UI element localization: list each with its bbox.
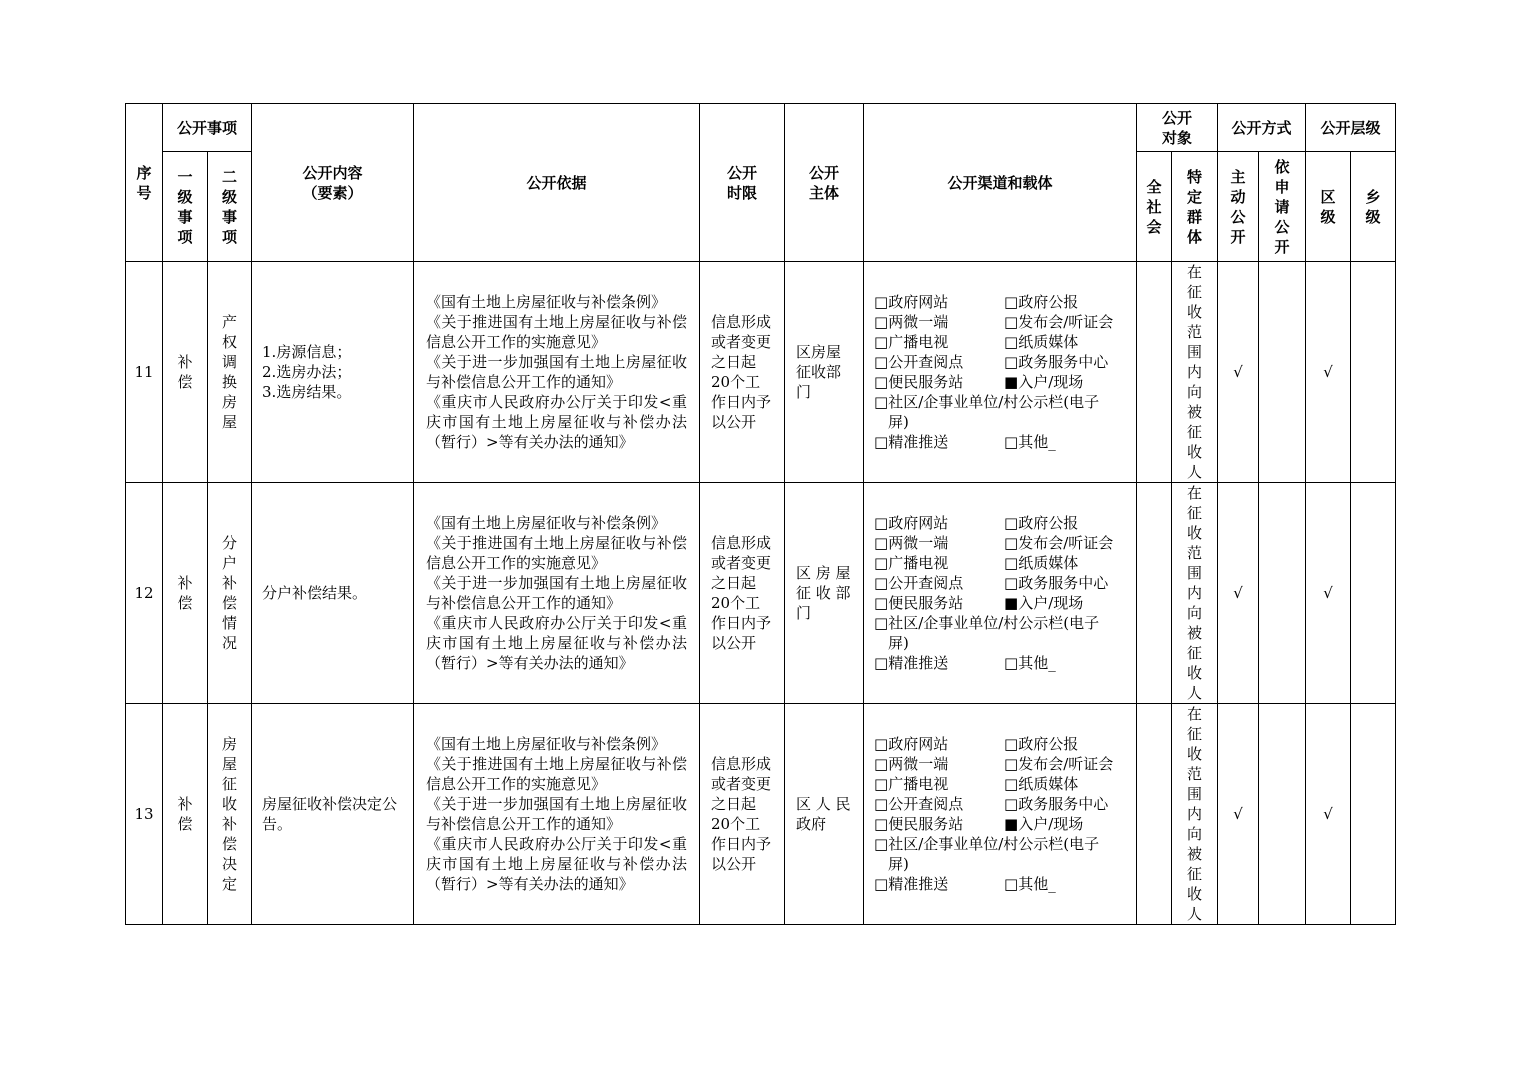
row-level-township xyxy=(1351,704,1396,925)
channel-press-hearing: □发布会/听证会 xyxy=(1004,534,1114,552)
channel-gov-gazette: □政府公报 xyxy=(1004,514,1079,532)
row-level2: 分户补偿情况 xyxy=(208,483,252,704)
header-matters: 公开事项 xyxy=(163,104,252,152)
channel-service-station: □便民服务站 xyxy=(874,594,964,612)
row-basis xyxy=(414,704,700,925)
header-channels: 公开渠道和载体 xyxy=(864,104,1137,262)
row-target-specific: 在征收范围内向被征收人 xyxy=(1172,262,1218,483)
channel-print-media: □纸质媒体 xyxy=(1004,554,1079,572)
channel-broadcast-tv: □广播电视 xyxy=(874,775,949,793)
basis-line-4: 《重庆市人民政府办公厅关于印发<重庆市国有土地上房屋征收与补偿办法（暂行）>等有关办法的通知》 xyxy=(426,614,688,672)
header-level2: 二级事项 xyxy=(208,152,252,262)
row-method-active: √ xyxy=(1218,704,1259,925)
row-seq: 13 xyxy=(126,704,163,925)
header-method-request: 依申请公开 xyxy=(1259,152,1306,262)
channel-other: □其他_ xyxy=(1004,875,1056,893)
channel-print-media: □纸质媒体 xyxy=(1004,333,1079,351)
row-method-active: √ xyxy=(1218,483,1259,704)
header-method-active: 主动公开 xyxy=(1218,152,1259,262)
channel-weibo-wechat-app: □两微一端 xyxy=(874,313,949,331)
basis-line-2: 《关于推进国有土地上房屋征收与补偿信息公开工作的实施意见》 xyxy=(426,755,688,793)
channel-gov-website: □政府网站 xyxy=(874,293,949,311)
content-line-3: 3.选房结果。 xyxy=(262,383,352,401)
basis-line-3: 《关于进一步加强国有土地上房屋征收与补偿信息公开工作的通知》 xyxy=(426,795,688,833)
basis-line-4: 《重庆市人民政府办公厅关于印发<重庆市国有土地上房屋征收与补偿办法（暂行）>等有关办法的通知》 xyxy=(426,393,688,451)
row-content xyxy=(252,262,414,483)
row-level1: 补偿 xyxy=(163,704,208,925)
basis-line-2: 《关于推进国有土地上房屋征收与补偿信息公开工作的实施意见》 xyxy=(426,313,688,351)
row-subject: 区房屋征收部门 xyxy=(785,262,864,483)
channel-door-to-door: ■入户/现场 xyxy=(1004,373,1084,391)
row-content xyxy=(252,704,414,925)
channel-weibo-wechat-app: □两微一端 xyxy=(874,755,949,773)
row-target-all xyxy=(1137,704,1172,925)
row-method-request xyxy=(1259,704,1306,925)
row-method-request xyxy=(1259,483,1306,704)
channel-gov-gazette: □政府公报 xyxy=(1004,735,1079,753)
channel-gov-gazette: □政府公报 xyxy=(1004,293,1079,311)
header-level-township: 乡级 xyxy=(1351,152,1396,262)
header-target-specific: 特定群体 xyxy=(1172,152,1218,262)
channel-precise-push: □精准推送 xyxy=(874,433,949,451)
channel-press-hearing: □发布会/听证会 xyxy=(1004,313,1114,331)
channel-bulletin-board-cont: 屏) xyxy=(888,413,909,431)
row-deadline: 信息形成或者变更之日起20个工作日内予以公开 xyxy=(700,262,785,483)
header-deadline: 公开 时限 xyxy=(700,104,785,262)
channel-broadcast-tv: □广播电视 xyxy=(874,333,949,351)
channel-print-media: □纸质媒体 xyxy=(1004,775,1079,793)
header-target-all: 全社会 xyxy=(1137,152,1172,262)
content-line-2: 2.选房办法； xyxy=(262,363,352,381)
header-level: 公开层级 xyxy=(1306,104,1396,152)
channel-press-hearing: □发布会/听证会 xyxy=(1004,755,1114,773)
row-deadline: 信息形成或者变更之日起20个工作日内予以公开 xyxy=(700,483,785,704)
channel-bulletin-board-cont: 屏) xyxy=(888,634,909,652)
channel-bulletin-board: □社区/企事业单位/村公示栏(电子 xyxy=(874,835,1100,853)
channel-gov-service-center: □政务服务中心 xyxy=(1004,353,1109,371)
channel-broadcast-tv: □广播电视 xyxy=(874,554,949,572)
channel-gov-website: □政府网站 xyxy=(874,514,949,532)
channel-precise-push: □精准推送 xyxy=(874,654,949,672)
row-level-district: √ xyxy=(1306,262,1351,483)
basis-line-1: 《国有土地上房屋征收与补偿条例》 xyxy=(426,514,667,532)
row-target-specific: 在征收范围内向被征收人 xyxy=(1172,483,1218,704)
header-target: 公开 对象 xyxy=(1137,104,1218,152)
channel-door-to-door: ■入户/现场 xyxy=(1004,815,1084,833)
row-basis xyxy=(414,483,700,704)
channel-weibo-wechat-app: □两微一端 xyxy=(874,534,949,552)
channel-other: □其他_ xyxy=(1004,654,1056,672)
table-row xyxy=(126,483,1396,704)
channel-public-reading-point: □公开查阅点 xyxy=(874,795,964,813)
basis-line-3: 《关于进一步加强国有土地上房屋征收与补偿信息公开工作的通知》 xyxy=(426,574,688,612)
row-level-township xyxy=(1351,262,1396,483)
content-line-1: 房屋征收补偿决定公告。 xyxy=(262,795,398,833)
row-level-district: √ xyxy=(1306,483,1351,704)
header-seq: 序号 xyxy=(126,104,163,262)
channel-service-station: □便民服务站 xyxy=(874,815,964,833)
header-basis: 公开依据 xyxy=(414,104,700,262)
table-row xyxy=(126,262,1396,483)
row-deadline: 信息形成或者变更之日起20个工作日内予以公开 xyxy=(700,704,785,925)
channel-gov-website: □政府网站 xyxy=(874,735,949,753)
disclosure-table xyxy=(125,103,1396,925)
row-channels xyxy=(864,483,1137,704)
table-row xyxy=(126,704,1396,925)
header-level1: 一级事项 xyxy=(163,152,208,262)
row-level2: 产权调换房屋 xyxy=(208,262,252,483)
row-level2: 房屋征收补偿决定 xyxy=(208,704,252,925)
row-seq: 12 xyxy=(126,483,163,704)
channel-door-to-door: ■入户/现场 xyxy=(1004,594,1084,612)
row-level1: 补偿 xyxy=(163,262,208,483)
row-subject: 区 人 民 政府 xyxy=(785,704,864,925)
channel-public-reading-point: □公开查阅点 xyxy=(874,574,964,592)
content-line-1: 1.房源信息； xyxy=(262,343,352,361)
row-level-township xyxy=(1351,483,1396,704)
row-subject: 区 房 屋 征 收 部 门 xyxy=(785,483,864,704)
header-method: 公开方式 xyxy=(1218,104,1306,152)
basis-line-4: 《重庆市人民政府办公厅关于印发<重庆市国有土地上房屋征收与补偿办法（暂行）>等有关办法的通知》 xyxy=(426,835,688,893)
row-seq: 11 xyxy=(126,262,163,483)
row-target-all xyxy=(1137,262,1172,483)
channel-precise-push: □精准推送 xyxy=(874,875,949,893)
basis-line-3: 《关于进一步加强国有土地上房屋征收与补偿信息公开工作的通知》 xyxy=(426,353,688,391)
row-method-request xyxy=(1259,262,1306,483)
row-target-specific: 在征收范围内向被征收人 xyxy=(1172,704,1218,925)
channel-bulletin-board: □社区/企事业单位/村公示栏(电子 xyxy=(874,614,1100,632)
row-content xyxy=(252,483,414,704)
row-level1: 补偿 xyxy=(163,483,208,704)
row-target-all xyxy=(1137,483,1172,704)
header-subject: 公开 主体 xyxy=(785,104,864,262)
row-method-active: √ xyxy=(1218,262,1259,483)
channel-service-station: □便民服务站 xyxy=(874,373,964,391)
channel-gov-service-center: □政务服务中心 xyxy=(1004,795,1109,813)
channel-gov-service-center: □政务服务中心 xyxy=(1004,574,1109,592)
row-basis xyxy=(414,262,700,483)
channel-bulletin-board-cont: 屏) xyxy=(888,855,909,873)
basis-line-1: 《国有土地上房屋征收与补偿条例》 xyxy=(426,293,667,311)
basis-line-1: 《国有土地上房屋征收与补偿条例》 xyxy=(426,735,667,753)
row-channels xyxy=(864,262,1137,483)
header-level-district: 区级 xyxy=(1306,152,1351,262)
header-content: 公开内容 （要素） xyxy=(252,104,414,262)
channel-other: □其他_ xyxy=(1004,433,1056,451)
content-line-1: 分户补偿结果。 xyxy=(262,584,368,602)
channel-bulletin-board: □社区/企事业单位/村公示栏(电子 xyxy=(874,393,1100,411)
basis-line-2: 《关于推进国有土地上房屋征收与补偿信息公开工作的实施意见》 xyxy=(426,534,688,572)
row-level-district: √ xyxy=(1306,704,1351,925)
row-channels xyxy=(864,704,1137,925)
channel-public-reading-point: □公开查阅点 xyxy=(874,353,964,371)
